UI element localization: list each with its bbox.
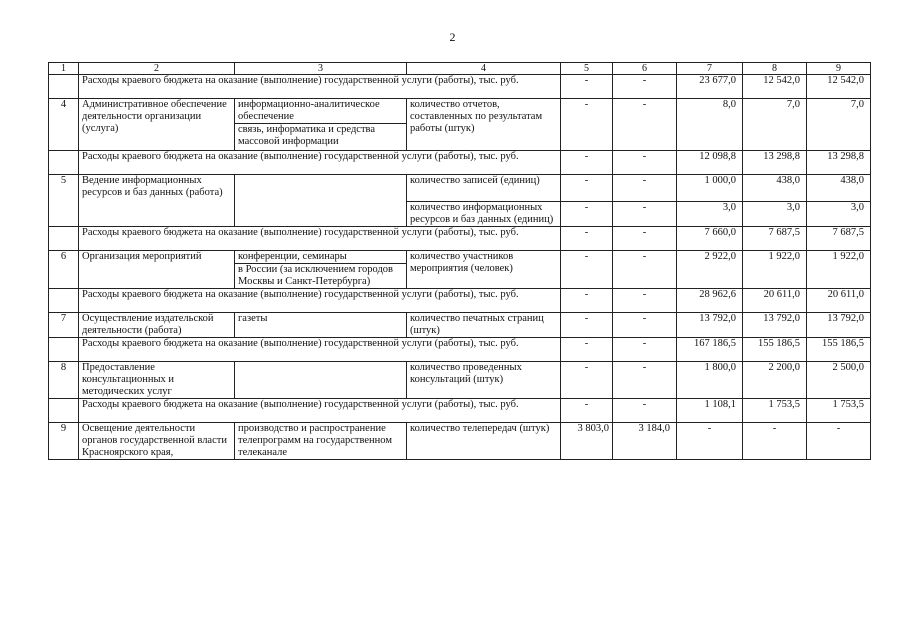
expense-row — [49, 75, 871, 99]
cell-c6: - — [613, 99, 677, 151]
expense-row — [49, 338, 871, 362]
cell-c5: - — [561, 313, 613, 338]
expense-label: Расходы краевого бюджета на оказание (выполнение) государственной услуги (работы), тыс. руб. — [79, 227, 561, 251]
cell-c8: 3,0 — [743, 202, 807, 227]
cell-c8: 1 753,5 — [743, 399, 807, 423]
measure: количество информационных ресурсов и баз данных (единиц) — [407, 202, 561, 227]
cell-c7: 1 800,0 — [677, 362, 743, 399]
cell-c7: 1 000,0 — [677, 175, 743, 202]
col-header: 7 — [677, 63, 743, 75]
cell-c8: 1 922,0 — [743, 251, 807, 289]
col-header: 1 — [49, 63, 79, 75]
col-header: 9 — [807, 63, 871, 75]
cell-c6: - — [613, 338, 677, 362]
cell-c6: - — [613, 362, 677, 399]
cell-c8: 155 186,5 — [743, 338, 807, 362]
row-number: 9 — [49, 423, 79, 460]
cell-c9: 1 753,5 — [807, 399, 871, 423]
expense-label: Расходы краевого бюджета на оказание (выполнение) государственной услуги (работы), тыс. руб. — [79, 75, 561, 99]
service-type: конференции, семинары — [235, 251, 407, 264]
service-row — [49, 251, 871, 264]
expense-row — [49, 151, 871, 175]
cell-c6: - — [613, 175, 677, 202]
cell-c9: 2 500,0 — [807, 362, 871, 399]
cell-c7: - — [677, 423, 743, 460]
service-type — [235, 362, 407, 399]
cell-c8: 20 611,0 — [743, 289, 807, 313]
service-name: Освещение деятельности органов государственной власти Красноярского края, — [79, 423, 235, 460]
col-header: 3 — [235, 63, 407, 75]
cell-c9: 13 792,0 — [807, 313, 871, 338]
row-number: 5 — [49, 175, 79, 227]
col-header: 5 — [561, 63, 613, 75]
service-type: в России (за исключением городов Москвы и Санкт-Петербурга) — [235, 264, 407, 289]
service-type: связь, информатика и средства массовой информации — [235, 124, 407, 151]
cell-c8: 12 542,0 — [743, 75, 807, 99]
cell-c6: 3 184,0 — [613, 423, 677, 460]
cell-c9: 13 298,8 — [807, 151, 871, 175]
cell-c9: 1 922,0 — [807, 251, 871, 289]
service-type: производство и распространение телепрограмм на государственном телеканале — [235, 423, 407, 460]
col-header: 2 — [79, 63, 235, 75]
cell-c9: 3,0 — [807, 202, 871, 227]
service-name: Организация мероприятий — [79, 251, 235, 289]
services-table — [48, 62, 871, 460]
measure: количество печатных страниц (штук) — [407, 313, 561, 338]
cell-c6: - — [613, 227, 677, 251]
service-name: Административное обеспечение деятельности организации (услуга) — [79, 99, 235, 151]
service-row — [49, 423, 871, 460]
cell-c7: 8,0 — [677, 99, 743, 151]
service-type — [235, 175, 407, 227]
col-header: 4 — [407, 63, 561, 75]
cell-c7: 7 660,0 — [677, 227, 743, 251]
cell-c6: - — [613, 399, 677, 423]
cell-c7: 23 677,0 — [677, 75, 743, 99]
measure: количество записей (единиц) — [407, 175, 561, 202]
cell-c5: - — [561, 202, 613, 227]
expense-row — [49, 289, 871, 313]
column-number-row — [49, 63, 871, 75]
expense-row — [49, 399, 871, 423]
cell-c6: - — [613, 202, 677, 227]
cell-c8: 7,0 — [743, 99, 807, 151]
page-number: 2 — [449, 30, 456, 44]
service-type: газеты — [235, 313, 407, 338]
cell-c9: 155 186,5 — [807, 338, 871, 362]
cell-c8: 2 200,0 — [743, 362, 807, 399]
expense-row — [49, 227, 871, 251]
measure: количество отчетов, составленных по результатам работы (штук) — [407, 99, 561, 151]
cell-c8: 13 792,0 — [743, 313, 807, 338]
cell-c6: - — [613, 251, 677, 289]
cell-c9: 7 687,5 — [807, 227, 871, 251]
cell-c5: - — [561, 399, 613, 423]
cell-c5: - — [561, 175, 613, 202]
cell-c9: 438,0 — [807, 175, 871, 202]
cell-c9: - — [807, 423, 871, 460]
expense-label: Расходы краевого бюджета на оказание (выполнение) государственной услуги (работы), тыс. руб. — [79, 399, 561, 423]
cell-c8: - — [743, 423, 807, 460]
col-header: 6 — [613, 63, 677, 75]
row-number: 7 — [49, 313, 79, 338]
cell-c7: 167 186,5 — [677, 338, 743, 362]
cell-c9: 7,0 — [807, 99, 871, 151]
cell-c8: 7 687,5 — [743, 227, 807, 251]
service-type: информационно-аналитическое обеспечение — [235, 99, 407, 124]
cell-c5: 3 803,0 — [561, 423, 613, 460]
service-name: Предоставление консультационных и методических услуг — [79, 362, 235, 399]
service-name: Ведение информационных ресурсов и баз данных (работа) — [79, 175, 235, 227]
service-row — [49, 99, 871, 124]
row-number: 4 — [49, 99, 79, 151]
measure: количество участников мероприятия (человек) — [407, 251, 561, 289]
cell-c5: - — [561, 227, 613, 251]
measure: количество проведенных консультаций (штук) — [407, 362, 561, 399]
cell-c5: - — [561, 75, 613, 99]
cell-c5: - — [561, 338, 613, 362]
cell-c9: 12 542,0 — [807, 75, 871, 99]
cell-c5: - — [561, 362, 613, 399]
service-row — [49, 313, 871, 338]
cell-c9: 20 611,0 — [807, 289, 871, 313]
service-name: Осуществление издательской деятельности (работа) — [79, 313, 235, 338]
cell-c8: 13 298,8 — [743, 151, 807, 175]
expense-label: Расходы краевого бюджета на оказание (выполнение) государственной услуги (работы), тыс. руб. — [79, 338, 561, 362]
cell-c5: - — [561, 251, 613, 289]
cell-c7: 3,0 — [677, 202, 743, 227]
measure: количество телепередач (штук) — [407, 423, 561, 460]
col-header: 8 — [743, 63, 807, 75]
row-number: 6 — [49, 251, 79, 289]
service-row — [49, 175, 871, 202]
cell-c7: 13 792,0 — [677, 313, 743, 338]
cell-c5: - — [561, 99, 613, 151]
cell-c8: 438,0 — [743, 175, 807, 202]
cell-c6: - — [613, 289, 677, 313]
cell-c5: - — [561, 151, 613, 175]
cell-c7: 1 108,1 — [677, 399, 743, 423]
service-row — [49, 362, 871, 399]
cell-c5: - — [561, 289, 613, 313]
row-number: 8 — [49, 362, 79, 399]
cell-c7: 2 922,0 — [677, 251, 743, 289]
cell-c6: - — [613, 75, 677, 99]
cell-c6: - — [613, 151, 677, 175]
cell-c6: - — [613, 313, 677, 338]
expense-label: Расходы краевого бюджета на оказание (выполнение) государственной услуги (работы), тыс. руб. — [79, 151, 561, 175]
cell-c7: 28 962,6 — [677, 289, 743, 313]
expense-label: Расходы краевого бюджета на оказание (выполнение) государственной услуги (работы), тыс. руб. — [79, 289, 561, 313]
cell-c7: 12 098,8 — [677, 151, 743, 175]
